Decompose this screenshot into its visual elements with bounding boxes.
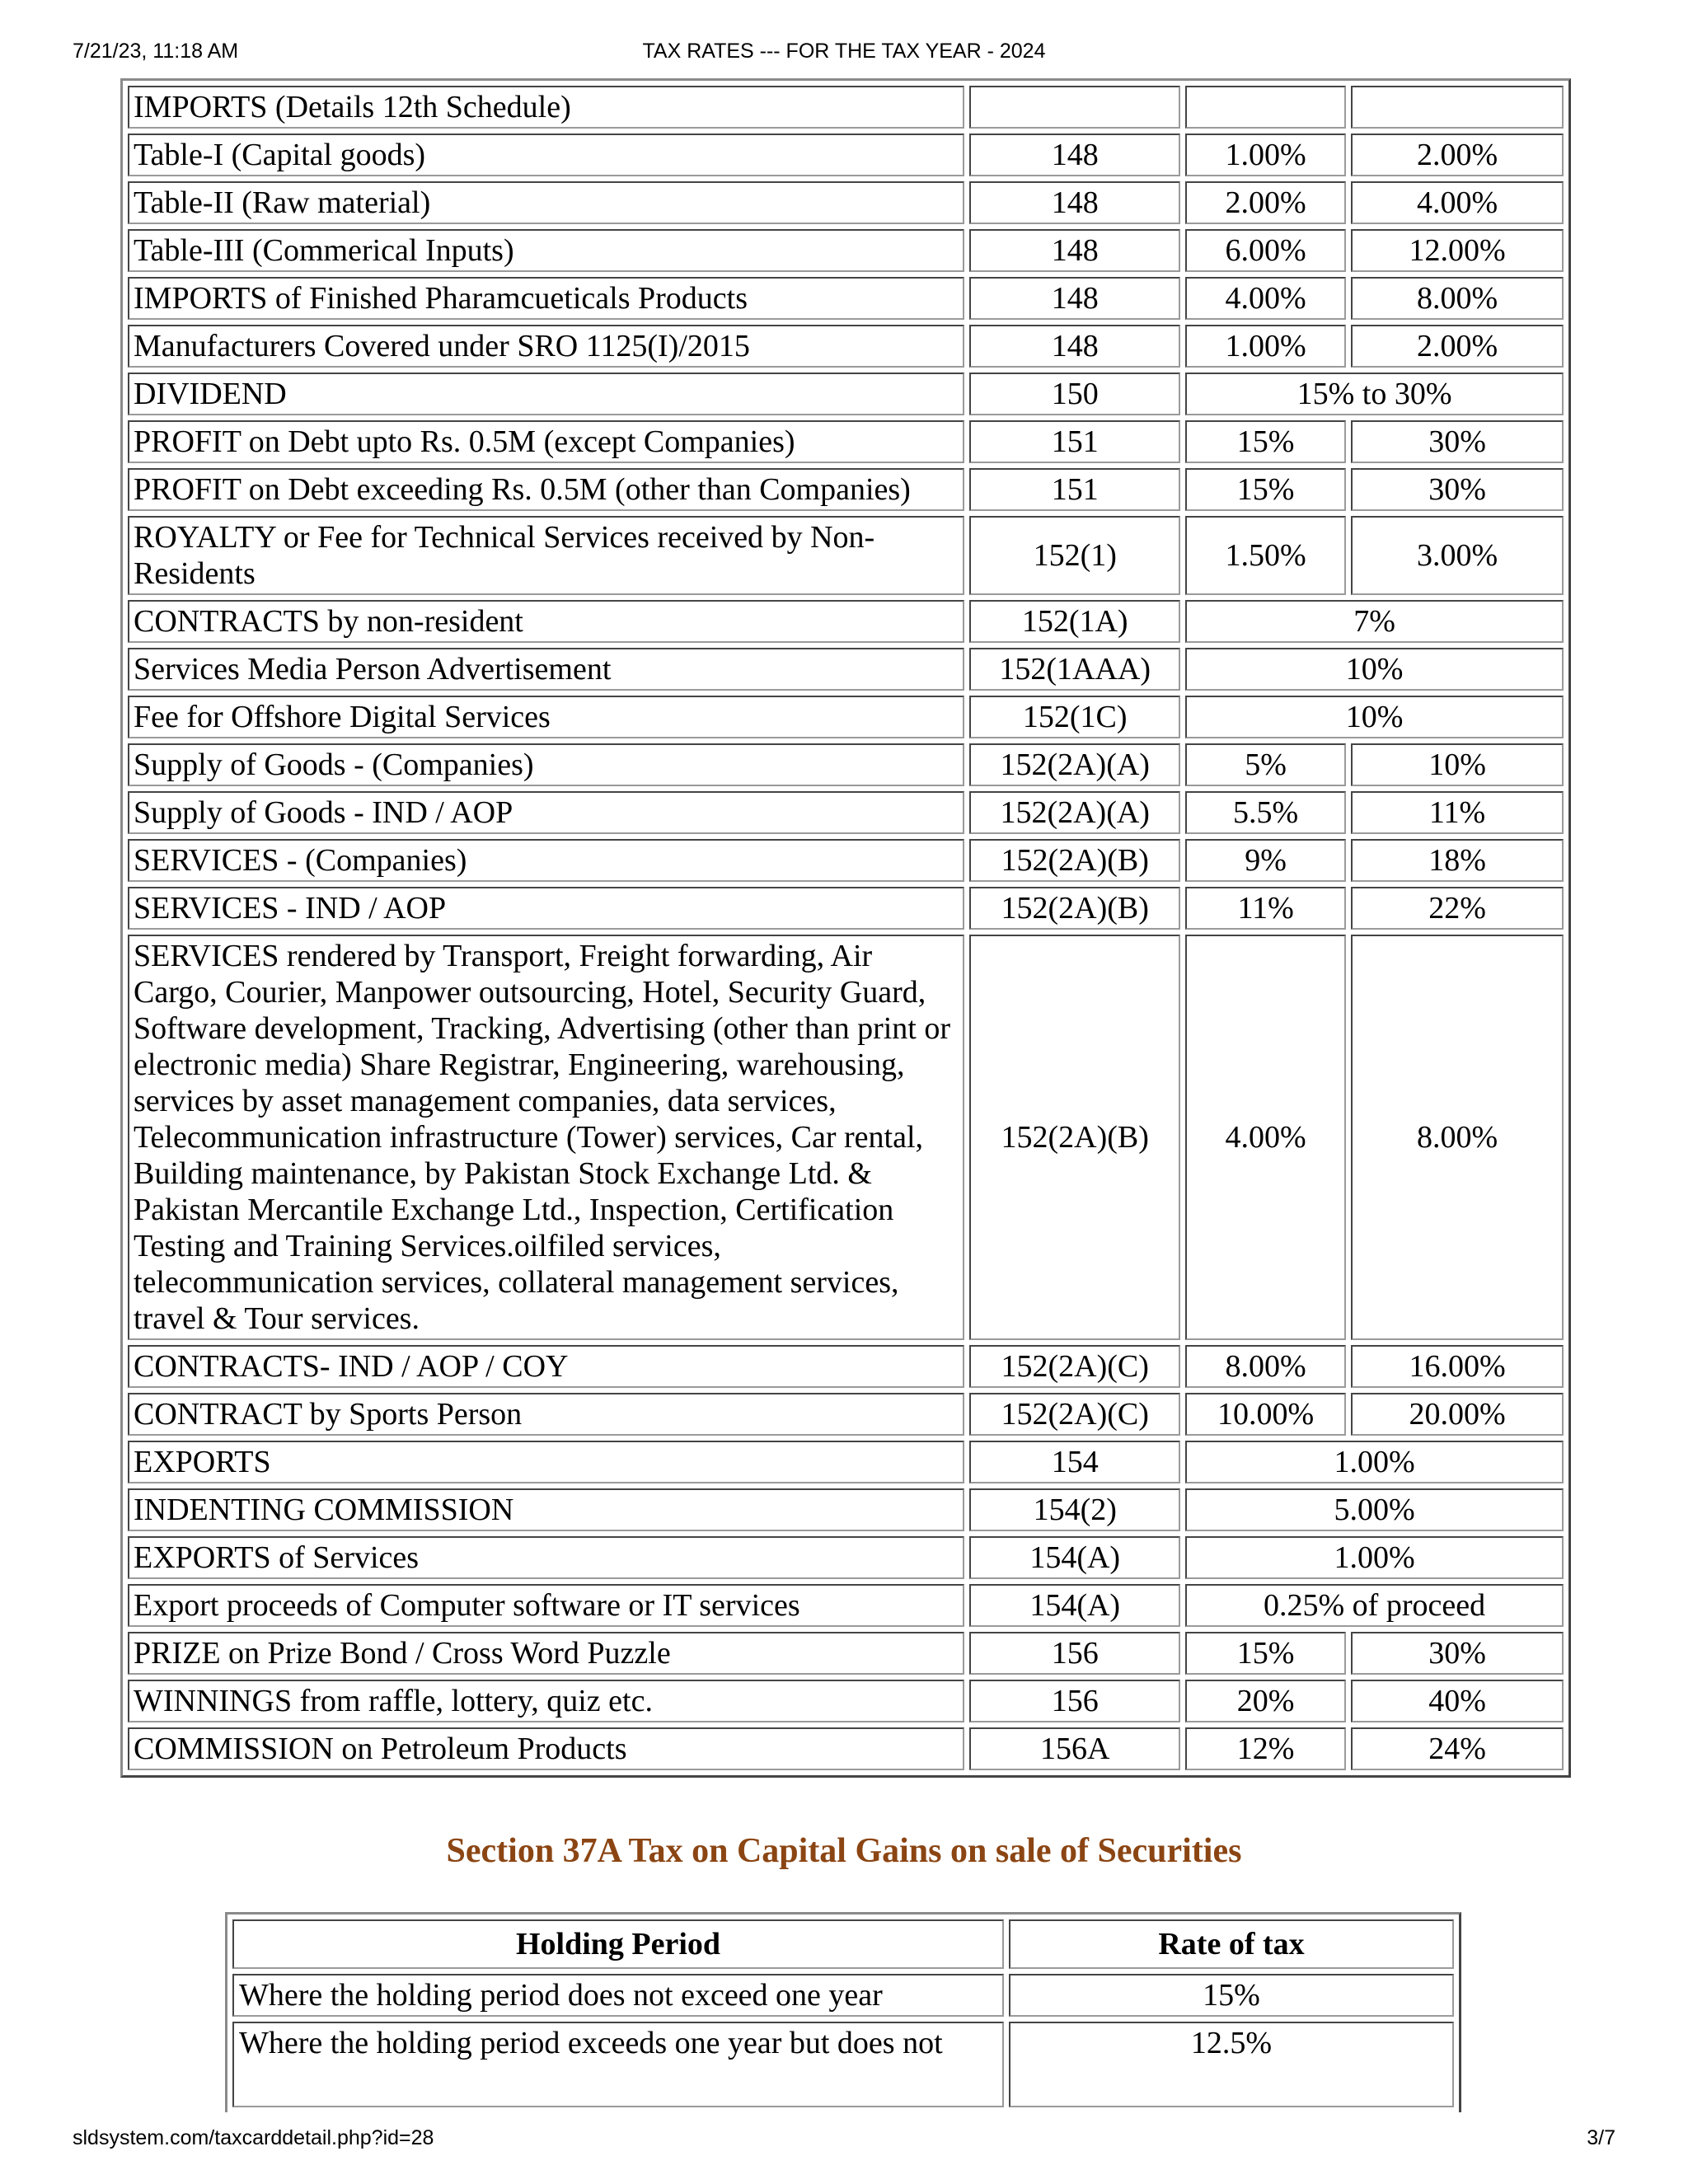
filer-rate-cell: 6.00%: [1185, 229, 1346, 272]
filer-rate-cell: 4.00%: [1185, 277, 1346, 320]
section-cell: 154(2): [969, 1488, 1180, 1531]
page-number: 3/7: [1587, 2126, 1615, 2149]
filer-rate-cell: 20%: [1185, 1680, 1346, 1722]
filer-rate-cell: 1.50%: [1185, 516, 1346, 595]
holding-period-header: Holding Period: [232, 1919, 1004, 1969]
table-row: [128, 1536, 1564, 1579]
table-row: [128, 86, 1564, 129]
non-filer-rate-cell: 2.00%: [1351, 325, 1564, 368]
table-row: [128, 134, 1564, 176]
description-cell: SERVICES - IND / AOP: [128, 887, 964, 930]
section-cell: 151: [969, 468, 1180, 511]
non-filer-rate-cell: 8.00%: [1351, 935, 1564, 1340]
section-heading: Section 37A Tax on Capital Gains on sale of Securities: [446, 1832, 1242, 1870]
combined-rate-cell: 10%: [1185, 696, 1564, 738]
filer-rate-cell: 15%: [1185, 420, 1346, 463]
table-row: [128, 1632, 1564, 1675]
table-row: [128, 935, 1564, 1340]
holding-period-cell: Where the holding period does not exceed one year: [232, 1974, 1004, 2017]
description-cell: IMPORTS of Finished Pharamcueticals Products: [128, 277, 964, 320]
combined-rate-cell: 1.00%: [1185, 1536, 1564, 1579]
filer-rate-cell: 5%: [1185, 743, 1346, 786]
filer-rate-cell: 15%: [1185, 468, 1346, 511]
table-row: [128, 181, 1564, 224]
table-row: [128, 468, 1564, 511]
section-cell: 148: [969, 325, 1180, 368]
description-cell: PROFIT on Debt exceeding Rs. 0.5M (other than Companies): [128, 468, 964, 511]
rate-of-tax-header: Rate of tax: [1009, 1919, 1454, 1969]
non-filer-rate-cell: 20.00%: [1351, 1393, 1564, 1436]
section-cell: 148: [969, 181, 1180, 224]
table-row: [232, 1974, 1454, 2017]
table-row: [128, 277, 1564, 320]
non-filer-rate-cell: 22%: [1351, 887, 1564, 930]
section-cell: 154(A): [969, 1536, 1180, 1579]
table-row: [128, 229, 1564, 272]
table-row: [232, 2022, 1454, 2107]
description-cell: Table-III (Commerical Inputs): [128, 229, 964, 272]
combined-rate-cell: 1.00%: [1185, 1441, 1564, 1483]
table-row: [128, 373, 1564, 415]
holding-period-cell: Where the holding period exceeds one year but does not: [232, 2022, 1004, 2107]
description-cell: WINNINGS from raffle, lottery, quiz etc.: [128, 1680, 964, 1722]
table-row: [128, 1727, 1564, 1770]
description-cell: Export proceeds of Computer software or IT services: [128, 1584, 964, 1627]
table-row: [128, 420, 1564, 463]
table-row: [128, 516, 1564, 595]
combined-rate-cell: 15% to 30%: [1185, 373, 1564, 415]
table-row: [128, 600, 1564, 643]
page-url: sldsystem.com/taxcarddetail.php?id=28: [73, 2126, 434, 2149]
table-header-row: [232, 1919, 1454, 1969]
description-cell: Manufacturers Covered under SRO 1125(I)/2015: [128, 325, 964, 368]
filer-rate-cell: [1185, 86, 1346, 129]
section-cell: 148: [969, 134, 1180, 176]
description-cell: Table-II (Raw material): [128, 181, 964, 224]
section-cell: 152(2A)(B): [969, 887, 1180, 930]
table-row: [128, 1345, 1564, 1388]
section-cell: 150: [969, 373, 1180, 415]
filer-rate-cell: 2.00%: [1185, 181, 1346, 224]
section-cell: 152(1): [969, 516, 1180, 595]
filer-rate-cell: 10.00%: [1185, 1393, 1346, 1436]
non-filer-rate-cell: 40%: [1351, 1680, 1564, 1722]
section-cell: 156: [969, 1632, 1180, 1675]
section-cell: 152(2A)(B): [969, 839, 1180, 882]
non-filer-rate-cell: 10%: [1351, 743, 1564, 786]
section-cell: 154: [969, 1441, 1180, 1483]
table-row: [128, 1393, 1564, 1436]
rate-cell: 15%: [1009, 1974, 1454, 2017]
table-row: [128, 1680, 1564, 1722]
filer-rate-cell: 4.00%: [1185, 935, 1346, 1340]
filer-rate-cell: 11%: [1185, 887, 1346, 930]
description-cell: Fee for Offshore Digital Services: [128, 696, 964, 738]
section-cell: [969, 86, 1180, 129]
table-row: [128, 696, 1564, 738]
non-filer-rate-cell: 24%: [1351, 1727, 1564, 1770]
non-filer-rate-cell: 30%: [1351, 468, 1564, 511]
section-cell: 152(2A)(B): [969, 935, 1180, 1340]
description-cell: SERVICES - (Companies): [128, 839, 964, 882]
combined-rate-cell: 10%: [1185, 648, 1564, 691]
table-row: [128, 1441, 1564, 1483]
description-cell: INDENTING COMMISSION: [128, 1488, 964, 1531]
description-cell: Supply of Goods - (Companies): [128, 743, 964, 786]
section-cell: 152(2A)(A): [969, 791, 1180, 834]
combined-rate-cell: 0.25% of proceed: [1185, 1584, 1564, 1627]
section-cell: 156: [969, 1680, 1180, 1722]
combined-rate-cell: 7%: [1185, 600, 1564, 643]
description-cell: ROYALTY or Fee for Technical Services received by Non-Residents: [128, 516, 964, 595]
print-title: TAX RATES --- FOR THE TAX YEAR - 2024: [642, 40, 1046, 63]
filer-rate-cell: 15%: [1185, 1632, 1346, 1675]
non-filer-rate-cell: 18%: [1351, 839, 1564, 882]
description-cell: PRIZE on Prize Bond / Cross Word Puzzle: [128, 1632, 964, 1675]
non-filer-rate-cell: [1351, 86, 1564, 129]
non-filer-rate-cell: 30%: [1351, 420, 1564, 463]
non-filer-rate-cell: 3.00%: [1351, 516, 1564, 595]
table-row: [128, 887, 1564, 930]
non-filer-rate-cell: 30%: [1351, 1632, 1564, 1675]
description-cell: SERVICES rendered by Transport, Freight forwarding, Air Cargo, Courier, Manpower outsourcing, Hotel, Security Guard, Software development, Tracking, Advertising (other than print or electronic media) Share Registrar, Engineering, warehousing, services by asset management companies, data services, Telecommunication infrastructure (Tower) services, Car rental, Building maintenance, by Pakistan Stock Exchange Ltd. & Pakistan Mercantile Exchange Ltd., Inspection, Certification Testing and Training Services.oilfiled services, telecommunication services, collateral management services, travel & Tour services.: [128, 935, 964, 1340]
table-row: [128, 839, 1564, 882]
table-row: [128, 648, 1564, 691]
description-cell: IMPORTS (Details 12th Schedule): [128, 86, 964, 129]
table-row: [128, 1488, 1564, 1531]
filer-rate-cell: 1.00%: [1185, 134, 1346, 176]
description-cell: CONTRACTS- IND / AOP / COY: [128, 1345, 964, 1388]
non-filer-rate-cell: 12.00%: [1351, 229, 1564, 272]
section-cell: 152(2A)(A): [969, 743, 1180, 786]
section-cell: 152(1A): [969, 600, 1180, 643]
non-filer-rate-cell: 11%: [1351, 791, 1564, 834]
table-row: [128, 325, 1564, 368]
tax-rates-body: [128, 86, 1564, 1770]
table-row: [128, 791, 1564, 834]
description-cell: PROFIT on Debt upto Rs. 0.5M (except Companies): [128, 420, 964, 463]
section-cell: 152(2A)(C): [969, 1393, 1180, 1436]
non-filer-rate-cell: 16.00%: [1351, 1345, 1564, 1388]
description-cell: CONTRACTS by non-resident: [128, 600, 964, 643]
filer-rate-cell: 1.00%: [1185, 325, 1346, 368]
section-cell: 152(1AAA): [969, 648, 1180, 691]
description-cell: Supply of Goods - IND / AOP: [128, 791, 964, 834]
print-date: 7/21/23, 11:18 AM: [73, 40, 239, 63]
tax-rates-table: [120, 78, 1571, 1778]
combined-rate-cell: 5.00%: [1185, 1488, 1564, 1531]
section-cell: 148: [969, 277, 1180, 320]
filer-rate-cell: 8.00%: [1185, 1345, 1346, 1388]
section-cell: 151: [969, 420, 1180, 463]
non-filer-rate-cell: 8.00%: [1351, 277, 1564, 320]
description-cell: CONTRACT by Sports Person: [128, 1393, 964, 1436]
description-cell: EXPORTS of Services: [128, 1536, 964, 1579]
non-filer-rate-cell: 2.00%: [1351, 134, 1564, 176]
description-cell: EXPORTS: [128, 1441, 964, 1483]
description-cell: Table-I (Capital goods): [128, 134, 964, 176]
description-cell: Services Media Person Advertisement: [128, 648, 964, 691]
section-cell: 156A: [969, 1727, 1180, 1770]
table-row: [128, 1584, 1564, 1627]
section-cell: 154(A): [969, 1584, 1180, 1627]
section-cell: 152(2A)(C): [969, 1345, 1180, 1388]
filer-rate-cell: 9%: [1185, 839, 1346, 882]
capital-gains-table: [225, 1912, 1461, 2112]
section-cell: 152(1C): [969, 696, 1180, 738]
section-cell: 148: [969, 229, 1180, 272]
description-cell: DIVIDEND: [128, 373, 964, 415]
filer-rate-cell: 12%: [1185, 1727, 1346, 1770]
description-cell: COMMISSION on Petroleum Products: [128, 1727, 964, 1770]
filer-rate-cell: 5.5%: [1185, 791, 1346, 834]
table-row: [128, 743, 1564, 786]
rate-cell: 12.5%: [1009, 2022, 1454, 2107]
non-filer-rate-cell: 4.00%: [1351, 181, 1564, 224]
